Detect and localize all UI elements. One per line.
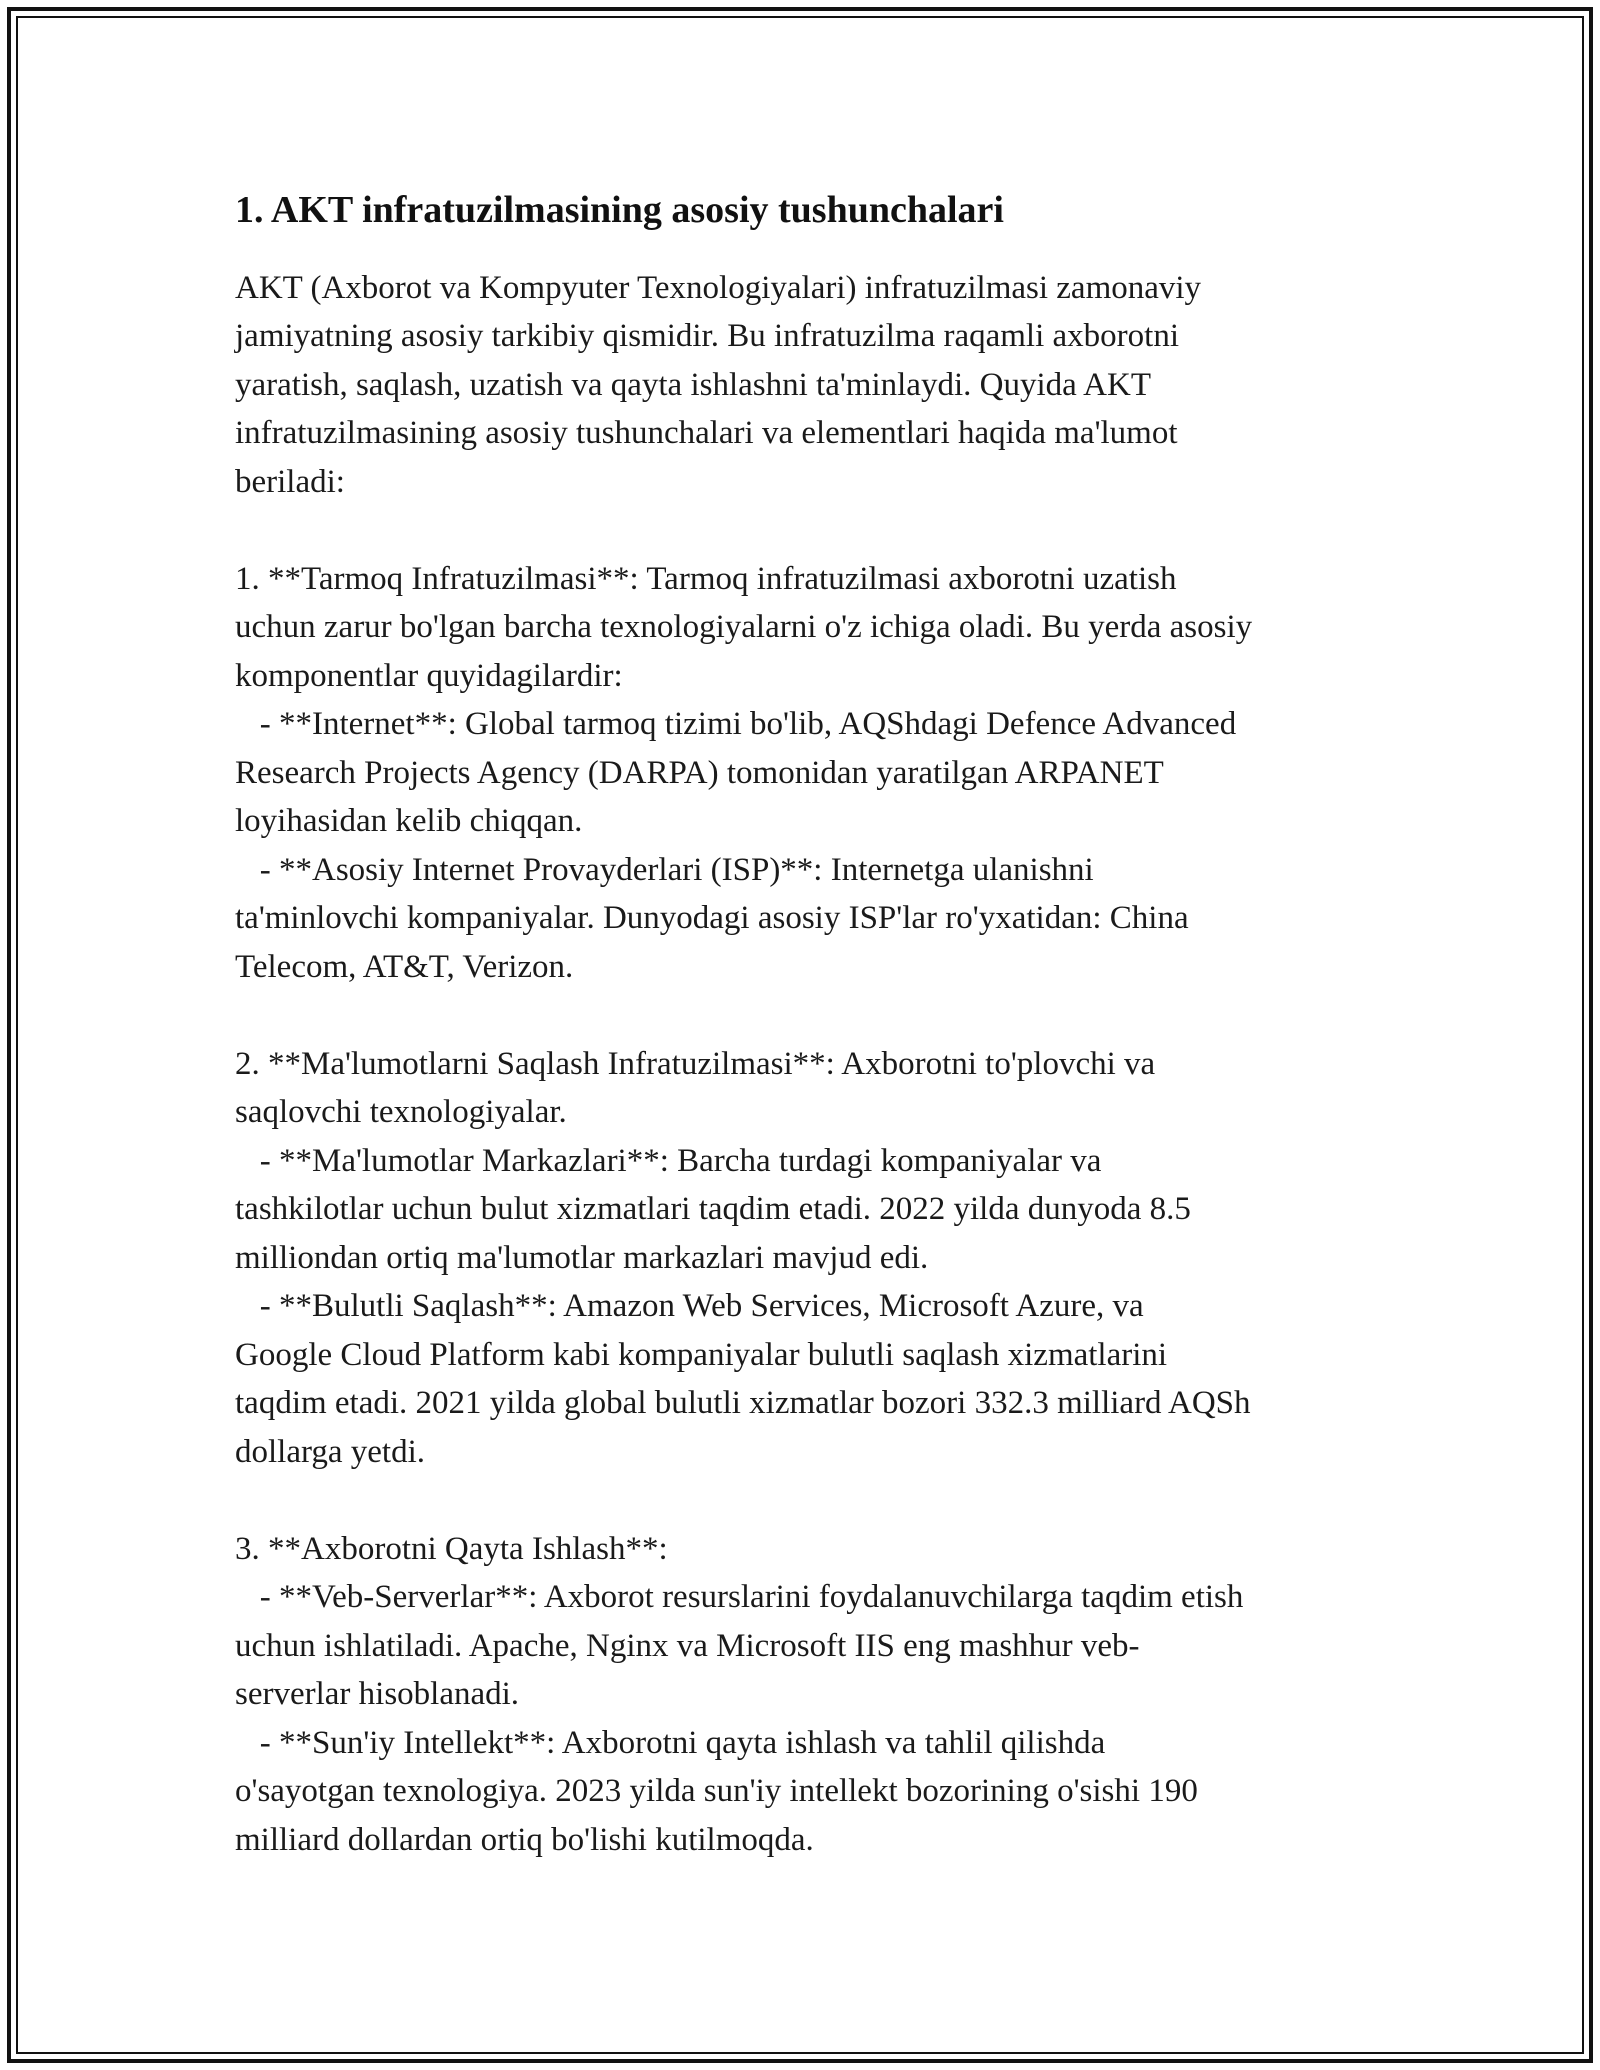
document-title: 1. AKT infratuzilmasining asosiy tushunchalari bbox=[235, 189, 1004, 231]
document-content bbox=[235, 188, 1375, 1864]
document-body-text: AKT (Axborot va Kompyuter Texnologiyalari) infratuzilmasi zamonaviy jamiyatning asosiy tarkibiy qismidir. Bu infratuzilma raqamli axborotni yaratish, saqlash, uzatish va qayta ishlashni ta'minlaydi. Quyida AKT infratuzilmasining asosiy tushunchalari va elementlari haqida ma'lumot beriladi: 1. **Tarmoq Infratuzilmasi**: Tarmoq infratuzilmasi axborotni uzatish uchun zarur bo'lgan barcha texnologiyalarni o'z ichiga oladi. Bu yerda asosiy komponentlar quyidagilardir: - **Internet**: Global tarmoq tizimi bo'lib, AQShdagi Defence Advanced Research Projects Agency (DARPA) tomonidan yaratilgan ARPANET loyihasidan kelib chiqqan. - **Asosiy Internet Provayderlari (ISP)**: Internetga ulanishni ta'minlovchi kompaniyalar. Dunyodagi asosiy ISP'lar ro'yxatidan: China Telecom, AT&T, Verizon. 2. **Ma'lumotlarni Saqlash Infratuzilmasi**: Axborotni to'plovchi va saqlovchi texnologiyalar. - **Ma'lumotlar Markazlari**: Barcha turdagi kompaniyalar va tashkilotlar uchun bulut xizmatlari taqdim etadi. 2022 yilda dunyoda 8.5 milliondan ortiq ma'lumotlar markazlari mavjud edi. - **Bulutli Saqlash**: Amazon Web Services, Microsoft Azure, va Google Cloud Platform kabi kompaniyalar bulutli saqlash xizmatlarini taqdim etadi. 2021 yilda global bulutli xizmatlar bozori 332.3 milliard AQSh dollarga yetdi. 3. **Axborotni Qayta Ishlash**: - **Veb-Serverlar**: Axborot resurslarini foydalanuvchilarga taqdim etish uchun ishlatiladi. Apache, Nginx va Microsoft IIS eng mashhur veb- serverlar hisoblanadi. - **Sun'iy Intellekt**: Axborotni qayta ishlash va tahlil qilishda o'sayotgan texnologiya. 2023 yilda sun'iy intellekt bozorining o'sishi 190 milliard dollardan ortiq bo'lishi kutilmoqda. bbox=[235, 269, 1253, 1858]
